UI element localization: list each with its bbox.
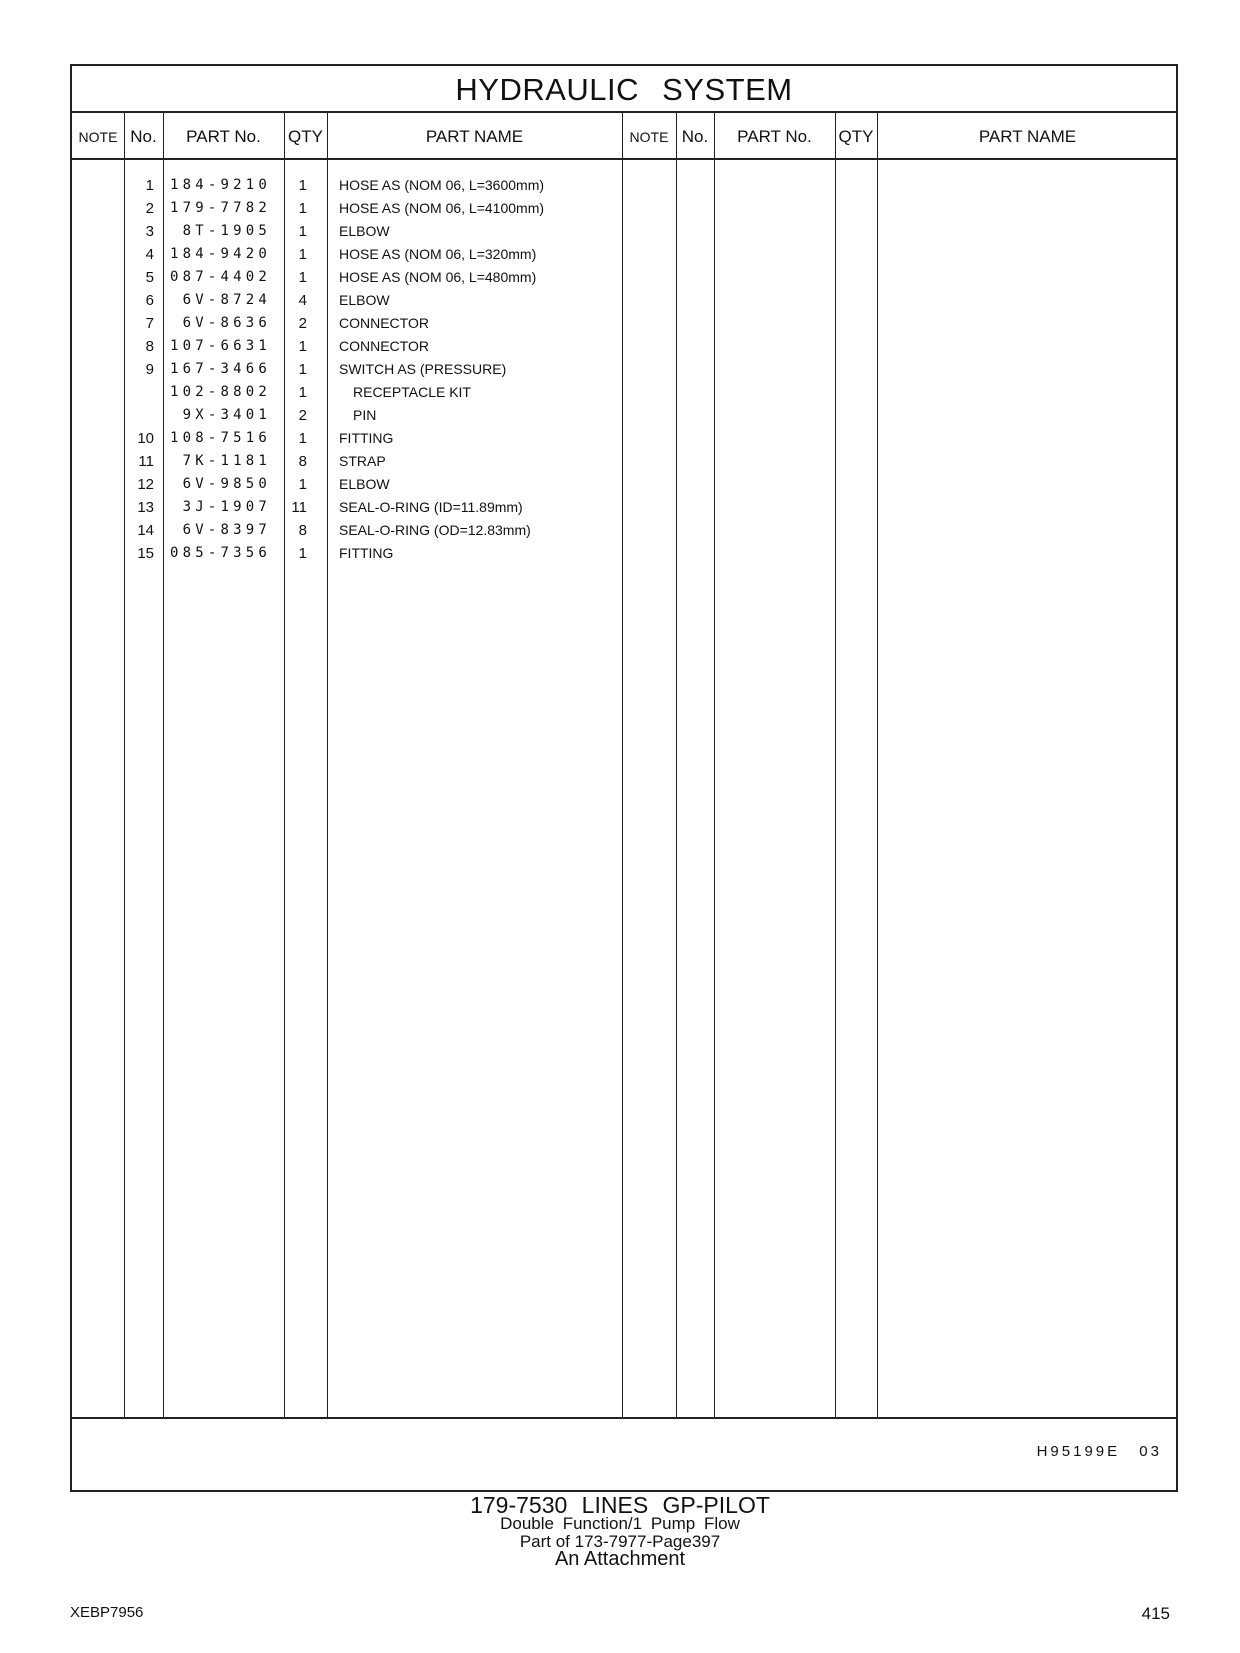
part-name: RECEPTACLE KIT <box>353 384 471 400</box>
part-number: 108-7516 <box>169 430 271 446</box>
row-number: 15 <box>137 545 154 562</box>
part-number: 102-8802 <box>169 384 271 400</box>
part-number: 3J-1907 <box>182 499 271 515</box>
header-no: No. <box>130 127 157 146</box>
part-number: 107-6631 <box>169 338 271 354</box>
table-row <box>72 496 632 519</box>
quantity: 1 <box>298 361 307 378</box>
quantity: 1 <box>298 476 307 493</box>
part-name: CONNECTOR <box>339 338 429 354</box>
part-number: 184-9420 <box>169 246 271 262</box>
quantity: 1 <box>298 269 307 286</box>
quantity: 4 <box>298 292 307 309</box>
column-divider <box>676 112 677 1418</box>
header-qty-right: QTY <box>838 127 874 146</box>
parts-list-sheet <box>70 64 1178 1492</box>
table-row <box>72 542 632 565</box>
row-number: 8 <box>145 338 154 355</box>
part-name: CONNECTOR <box>339 315 429 331</box>
header-qty: QTY <box>288 127 323 146</box>
table-row <box>72 358 632 381</box>
header-note: NOTE <box>78 129 118 145</box>
part-name: ELBOW <box>339 476 390 492</box>
caption-attachment: An Attachment <box>554 1548 686 1570</box>
table-row <box>72 404 632 427</box>
part-name: HOSE AS (NOM 06, L=480mm) <box>339 269 537 285</box>
quantity: 8 <box>298 453 307 470</box>
part-name: HOSE AS (NOM 06, L=3600mm) <box>339 177 545 193</box>
table-row <box>72 197 632 220</box>
quantity: 1 <box>298 200 307 217</box>
quantity: 1 <box>298 223 307 240</box>
table-row <box>72 473 632 496</box>
part-number: 085-7356 <box>169 545 271 561</box>
quantity: 8 <box>298 522 307 539</box>
row-number: 13 <box>137 499 154 516</box>
table-row <box>72 174 632 197</box>
caption-reference: Part of 173-7977-Page397 <box>519 1532 721 1551</box>
table-row <box>72 289 632 312</box>
quantity: 1 <box>298 384 307 401</box>
column-divider <box>714 112 715 1418</box>
quantity: 2 <box>298 407 307 424</box>
row-number <box>122 404 154 427</box>
row-number: 11 <box>138 453 154 470</box>
part-number: 087-4402 <box>169 269 271 285</box>
section-title: HYDRAULIC SYSTEM <box>455 72 793 107</box>
part-number: 167-3466 <box>169 361 271 377</box>
row-number: 9 <box>145 361 154 378</box>
part-number: 6V-8724 <box>182 292 271 308</box>
document-id: XEBP7956 <box>70 1604 144 1621</box>
part-number: 184-9210 <box>169 177 271 193</box>
part-number: 6V-8636 <box>182 315 271 331</box>
column-divider <box>877 112 878 1418</box>
drawing-code: H95199E 03 <box>1036 1443 1162 1460</box>
table-row <box>72 312 632 335</box>
quantity: 2 <box>298 315 307 332</box>
part-name: STRAP <box>339 453 386 469</box>
part-number: 179-7782 <box>169 200 271 216</box>
part-name: SEAL-O-RING (ID=11.89mm) <box>339 499 523 515</box>
row-number: 7 <box>145 315 154 332</box>
row-number: 4 <box>145 246 154 263</box>
quantity: 1 <box>298 246 307 263</box>
title-divider <box>72 111 1176 113</box>
quantity: 1 <box>298 545 307 562</box>
quantity: 11 <box>291 499 307 516</box>
row-number: 2 <box>145 200 154 217</box>
quantity: 1 <box>298 430 307 447</box>
row-number: 5 <box>145 269 154 286</box>
part-name: SWITCH AS (PRESSURE) <box>339 361 507 377</box>
part-name: FITTING <box>339 430 394 446</box>
table-row <box>72 243 632 266</box>
header-note-right: NOTE <box>629 129 669 145</box>
caption-title: 179-7530 LINES GP-PILOT <box>470 1492 770 1518</box>
row-number: 1 <box>145 177 154 194</box>
part-number: 6V-9850 <box>182 476 271 492</box>
header-part-no-right: PART No. <box>737 127 812 146</box>
part-number: 9X-3401 <box>182 407 271 423</box>
part-name: HOSE AS (NOM 06, L=320mm) <box>339 246 537 262</box>
part-name: SEAL-O-RING (OD=12.83mm) <box>339 522 531 538</box>
part-name: ELBOW <box>339 223 390 239</box>
quantity: 1 <box>298 338 307 355</box>
row-number: 14 <box>137 522 154 539</box>
page-number: 415 <box>1141 1604 1170 1623</box>
table-row <box>72 519 632 542</box>
part-name: PIN <box>353 407 377 423</box>
caption-subtitle: Double Function/1 Pump Flow <box>500 1514 740 1533</box>
header-part-name-right: PART NAME <box>978 127 1077 146</box>
table-row <box>72 335 632 358</box>
row-number: 10 <box>137 430 154 447</box>
header-part-no: PART No. <box>186 127 261 146</box>
table-row <box>72 450 632 473</box>
table-row <box>72 266 632 289</box>
table-row <box>72 220 632 243</box>
row-number <box>122 381 154 404</box>
part-name: FITTING <box>339 545 394 561</box>
part-name: HOSE AS (NOM 06, L=4100mm) <box>339 200 545 216</box>
header-part-name: PART NAME <box>425 127 524 146</box>
table-row <box>72 381 632 404</box>
part-number: 6V-8397 <box>182 522 271 538</box>
column-divider <box>835 112 836 1418</box>
table-row <box>72 427 632 450</box>
part-number: 7K-1181 <box>182 453 271 469</box>
row-number: 6 <box>145 292 154 309</box>
row-number: 3 <box>145 223 154 240</box>
row-number: 12 <box>137 476 154 493</box>
table-bottom-divider <box>72 1417 1176 1419</box>
quantity: 1 <box>298 177 307 194</box>
header-no-right: No. <box>681 127 709 146</box>
part-name: ELBOW <box>339 292 390 308</box>
part-number: 8T-1905 <box>182 223 271 239</box>
